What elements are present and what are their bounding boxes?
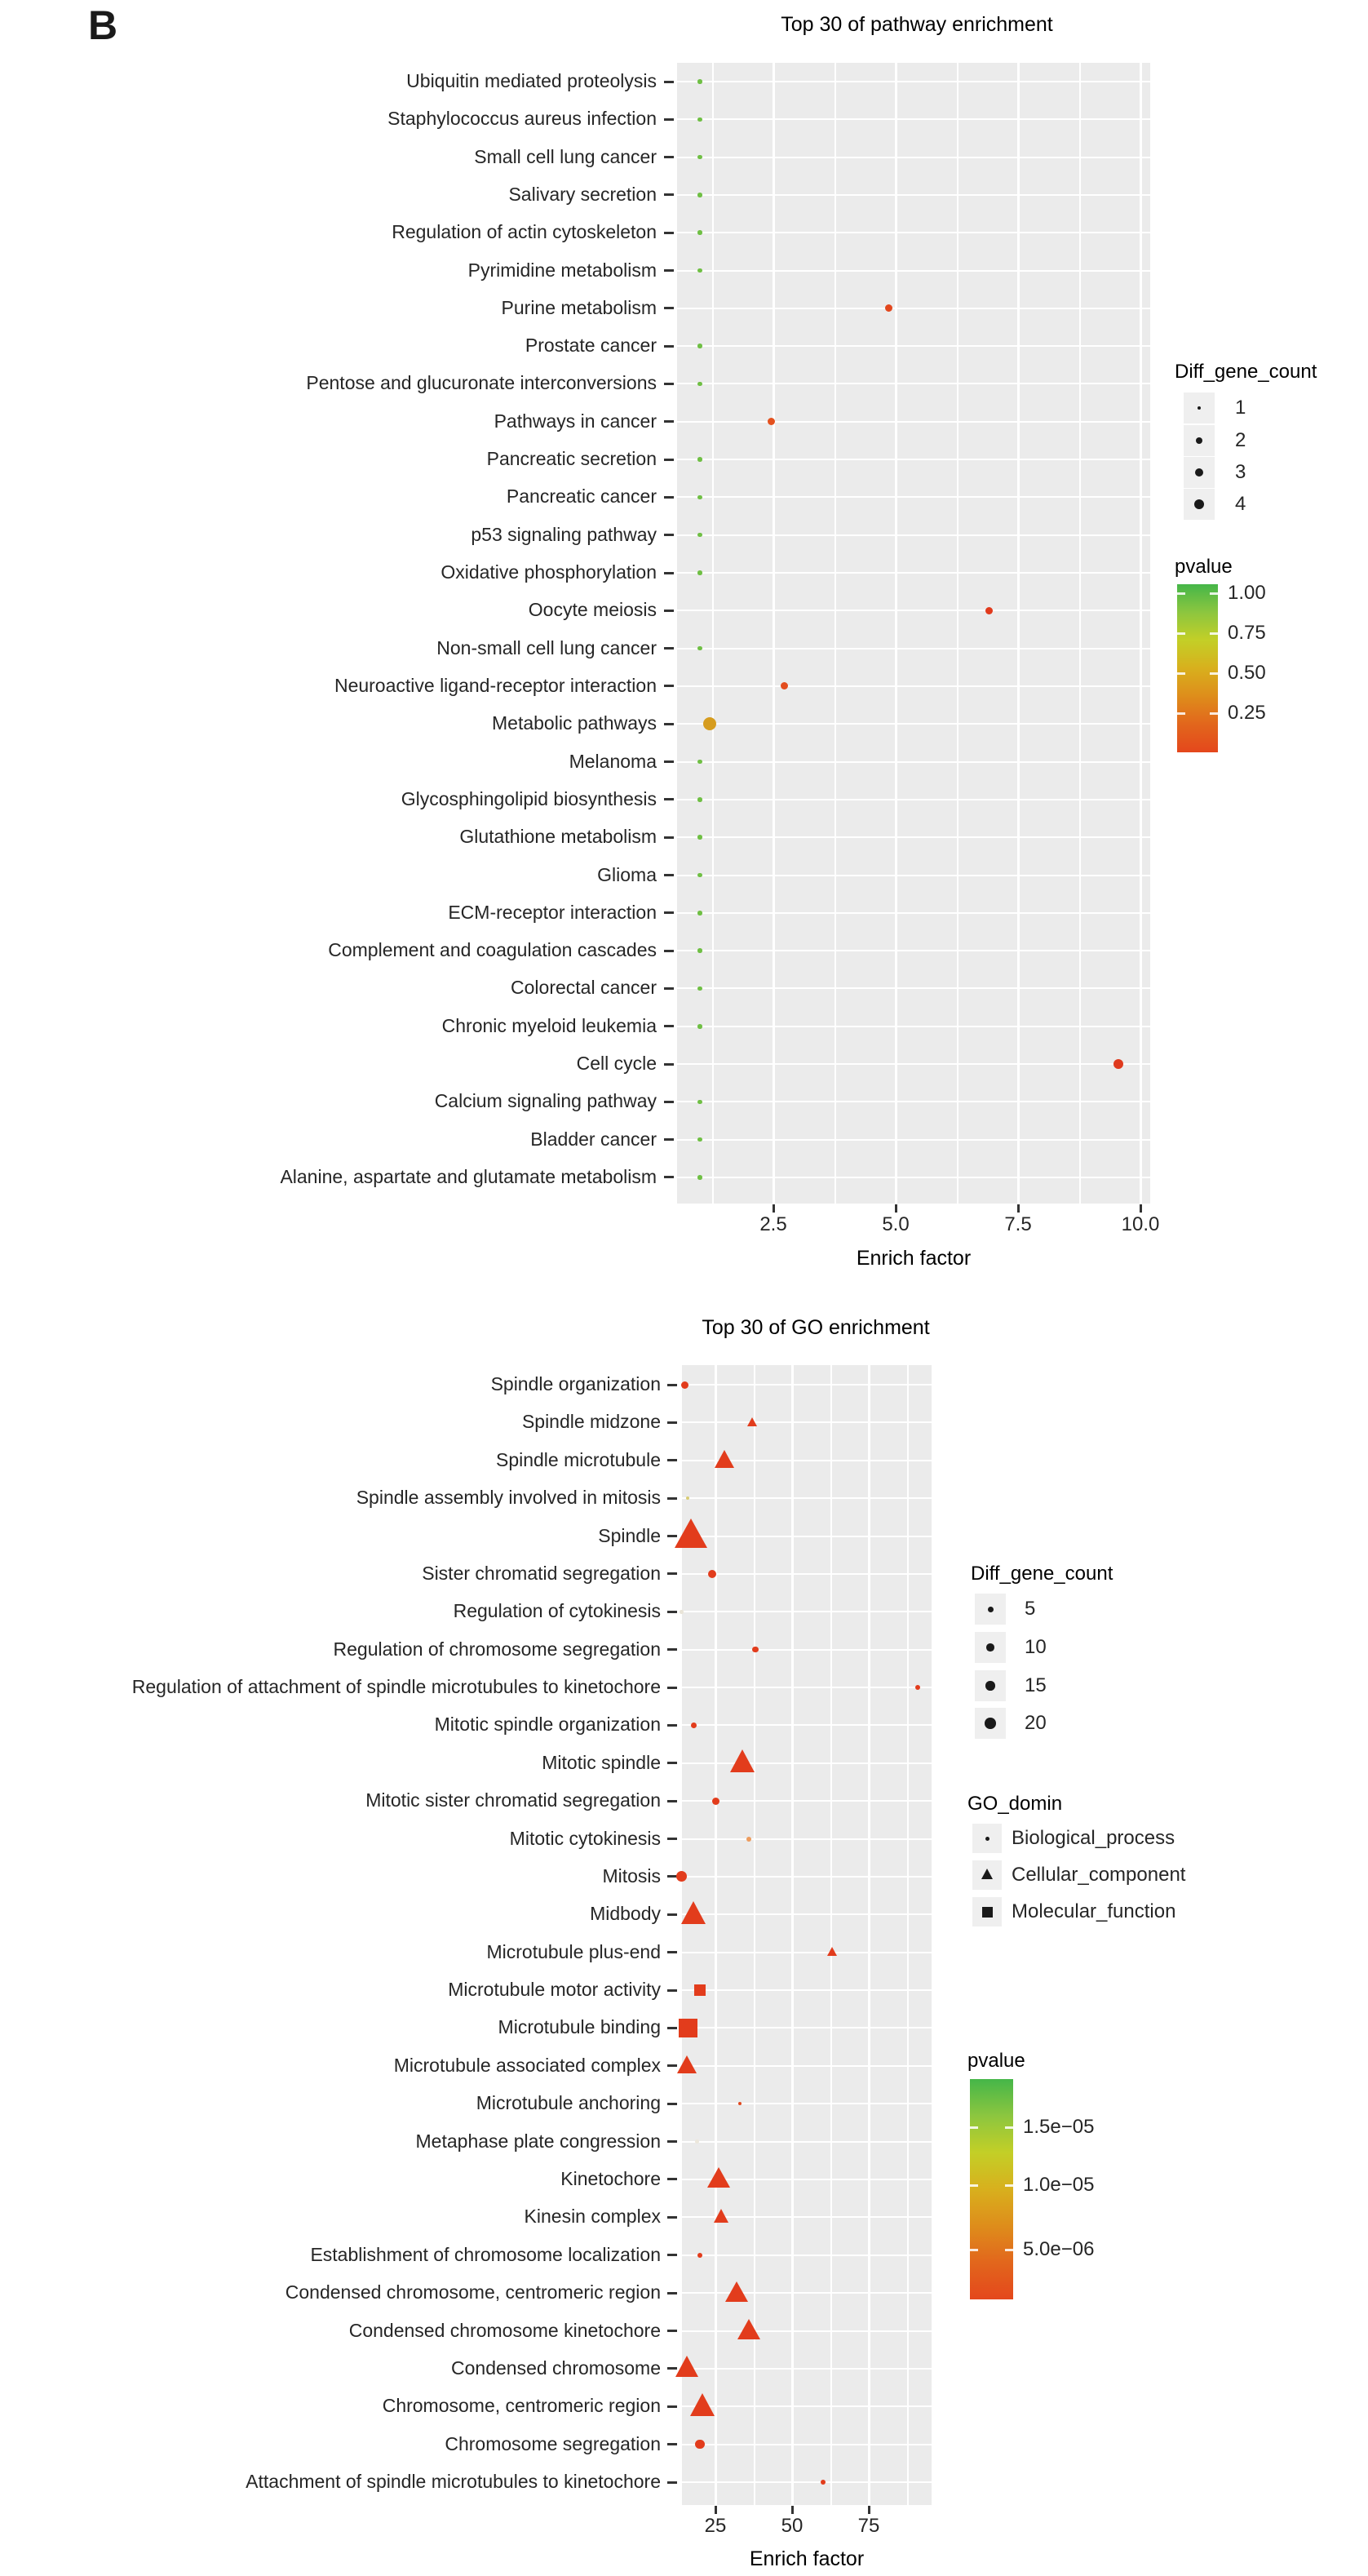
y-axis-tick — [667, 2292, 677, 2294]
data-point-marker — [695, 2139, 699, 2144]
chart-title: Top 30 of GO enrichment — [702, 1316, 930, 1339]
y-axis-label: Pancreatic secretion — [486, 448, 657, 470]
y-axis-label: Regulation of cytokinesis — [453, 1600, 661, 1622]
y-axis-label: Microtubule anchoring — [476, 2092, 661, 2114]
row-gridline — [677, 232, 1150, 233]
y-axis-label: Midbody — [590, 1903, 661, 1925]
y-axis-label: Microtubule plus-end — [486, 1940, 661, 1962]
data-point-marker — [821, 2480, 826, 2485]
y-axis-label: Mitotic sister chromatid segregation — [365, 1789, 661, 1811]
row-gridline — [682, 1384, 932, 1386]
data-point-marker — [737, 2319, 760, 2339]
minor-gridline — [712, 63, 714, 1204]
y-axis-tick — [667, 1913, 677, 1916]
row-gridline — [682, 1687, 932, 1688]
data-point-marker — [707, 2167, 730, 2188]
y-axis-tick — [664, 760, 674, 763]
y-axis-label: Pathways in cancer — [494, 410, 657, 432]
data-point-marker — [697, 873, 702, 878]
y-axis-tick — [667, 1648, 677, 1651]
y-axis-tick — [667, 1762, 677, 1764]
colorbar-tick — [1005, 2184, 1013, 2187]
y-axis-label: Bladder cancer — [530, 1128, 657, 1150]
x-tick-label: 10.0 — [1121, 1213, 1160, 1235]
data-point-marker — [725, 2281, 748, 2302]
y-axis-tick — [664, 950, 674, 952]
row-gridline — [677, 345, 1150, 347]
row-gridline — [682, 1611, 932, 1612]
y-axis-label: Spindle microtubule — [495, 1448, 661, 1470]
row-gridline — [677, 912, 1150, 914]
major-gridline — [895, 63, 897, 1204]
row-gridline — [682, 1573, 932, 1575]
row-gridline — [677, 1177, 1150, 1178]
y-axis-label: Mitotic spindle organization — [434, 1714, 661, 1736]
y-axis-tick — [664, 874, 674, 876]
y-axis-label: Oocyte meiosis — [528, 599, 657, 621]
y-axis-label: Chronic myeloid leukemia — [441, 1014, 657, 1036]
y-axis-tick — [667, 2254, 677, 2256]
data-point-marker — [697, 2253, 702, 2258]
y-axis-label: p53 signaling pathway — [471, 523, 657, 545]
y-axis-label: Pancreatic cancer — [506, 485, 657, 508]
y-axis-label: Microtubule associated complex — [393, 2054, 661, 2076]
row-gridline — [682, 2103, 932, 2104]
colorbar-tick — [970, 2184, 978, 2187]
major-gridline — [1017, 63, 1020, 1204]
y-axis-label: Glioma — [597, 863, 657, 885]
colorbar-tick-label: 1.0e−05 — [1023, 2174, 1095, 2196]
size-legend-label: 3 — [1235, 461, 1246, 483]
row-gridline — [677, 723, 1150, 725]
x-axis-tick — [773, 1204, 775, 1213]
data-point-marker — [679, 2019, 697, 2037]
colorbar-tick — [1005, 2126, 1013, 2129]
y-axis-tick — [667, 1421, 677, 1424]
size-legend-dot-icon — [986, 1643, 994, 1652]
row-gridline — [682, 2292, 932, 2294]
row-gridline — [682, 1497, 932, 1499]
y-axis-label: Glutathione metabolism — [459, 826, 657, 848]
data-point-marker — [697, 230, 702, 235]
y-axis-tick — [667, 2481, 677, 2484]
y-axis-label: Mitotic cytokinesis — [509, 1827, 661, 1849]
size-legend-dot-icon — [1194, 499, 1204, 509]
size-legend-label: 1 — [1235, 397, 1246, 419]
y-axis-label: Kinesin complex — [524, 2206, 661, 2228]
y-axis-tick — [667, 2064, 677, 2067]
pvalue-legend-title: pvalue — [967, 2050, 1025, 2072]
y-axis-tick — [667, 1724, 677, 1727]
y-axis-tick — [664, 193, 674, 196]
colorbar-tick — [1177, 672, 1185, 675]
data-point-marker — [694, 1984, 706, 1996]
row-gridline — [677, 534, 1150, 536]
colorbar-tick — [1210, 672, 1218, 675]
y-axis-tick — [664, 345, 674, 348]
y-axis-label: Glycosphingolipid biosynthesis — [401, 787, 657, 809]
y-axis-label: Spindle midzone — [521, 1411, 661, 1433]
colorbar-tick — [1177, 592, 1185, 595]
shape-legend-square-icon — [982, 1907, 993, 1918]
shape-legend-label: Cellular_component — [1012, 1864, 1186, 1886]
size-legend-label: 2 — [1235, 429, 1246, 451]
y-axis-label: Regulation of attachment of spindle microtubules to kinetochore — [131, 1676, 661, 1698]
y-axis-tick — [667, 1611, 677, 1613]
y-axis-tick — [664, 572, 674, 574]
colorbar-tick — [1210, 632, 1218, 635]
data-point-marker — [697, 117, 702, 122]
minor-gridline — [957, 63, 958, 1204]
row-gridline — [677, 157, 1150, 158]
row-gridline — [682, 2065, 932, 2067]
x-tick-label: 7.5 — [1004, 1213, 1032, 1235]
row-gridline — [682, 1649, 932, 1651]
row-gridline — [677, 875, 1150, 876]
row-gridline — [682, 2255, 932, 2256]
y-axis-label: Purine metabolism — [501, 296, 657, 318]
data-point-marker — [730, 1749, 755, 1772]
y-axis-label: Spindle assembly involved in mitosis — [356, 1487, 661, 1509]
y-axis-tick — [664, 383, 674, 385]
colorbar-tick-label: 0.50 — [1228, 662, 1266, 684]
x-axis-title: Enrich factor — [856, 1247, 972, 1270]
chart-title: Top 30 of pathway enrichment — [781, 13, 1053, 36]
y-axis-tick — [667, 2178, 677, 2180]
y-axis-label: Chromosome segregation — [445, 2432, 661, 2454]
colorbar-tick — [1177, 632, 1185, 635]
data-point-marker — [697, 911, 702, 916]
colorbar-tick-label: 0.75 — [1228, 622, 1266, 644]
row-gridline — [682, 1724, 932, 1726]
size-legend-dot-icon — [985, 1718, 996, 1729]
y-axis-label: Colorectal cancer — [511, 977, 657, 999]
y-axis-tick — [667, 2405, 677, 2408]
row-gridline — [677, 270, 1150, 272]
data-point-marker — [715, 1450, 734, 1468]
data-point-marker — [675, 2356, 698, 2377]
x-axis-tick — [1017, 1204, 1020, 1213]
data-point-marker — [690, 2393, 715, 2416]
y-axis-label: Complement and coagulation cascades — [328, 939, 657, 961]
y-axis-tick — [664, 911, 674, 914]
row-gridline — [677, 572, 1150, 574]
data-point-marker — [697, 1100, 702, 1105]
minor-gridline — [835, 63, 836, 1204]
row-gridline — [677, 987, 1150, 989]
y-axis-label: Oxidative phosphorylation — [441, 561, 657, 583]
data-point-marker — [697, 382, 702, 387]
data-point-marker — [747, 1417, 757, 1426]
y-axis-tick — [664, 836, 674, 839]
colorbar-tick-label: 5.0e−06 — [1023, 2238, 1095, 2260]
plot-panel — [677, 63, 1150, 1204]
shape-legend-triangle-icon — [981, 1869, 993, 1879]
size-legend-title: Diff_gene_count — [971, 1563, 1113, 1585]
y-axis-label: Staphylococcus aureus infection — [387, 108, 657, 130]
y-axis-tick — [667, 1384, 677, 1386]
y-axis-label: Non-small cell lung cancer — [436, 636, 657, 658]
shape-legend-label: Molecular_function — [1012, 1900, 1176, 1922]
y-axis-tick — [664, 610, 674, 612]
data-point-marker — [697, 1024, 702, 1029]
y-axis-tick — [667, 2216, 677, 2219]
data-point-marker — [714, 2209, 728, 2223]
colorbar-tick — [1210, 712, 1218, 715]
x-tick-label: 2.5 — [759, 1213, 787, 1235]
row-gridline — [682, 1838, 932, 1840]
colorbar-tick-label: 0.25 — [1228, 702, 1266, 724]
data-point-marker — [697, 797, 702, 802]
row-gridline — [682, 2141, 932, 2143]
data-point-marker — [697, 948, 702, 953]
row-gridline — [682, 1952, 932, 1953]
row-gridline — [682, 1421, 932, 1423]
size-legend-dot-icon — [988, 1607, 994, 1612]
row-gridline — [677, 648, 1150, 650]
y-axis-tick — [664, 1138, 674, 1141]
row-gridline — [682, 1762, 932, 1764]
pvalue-colorbar — [970, 2079, 1013, 2299]
y-axis-label: Chromosome, centromeric region — [382, 2395, 661, 2417]
colorbar-tick — [970, 2249, 978, 2251]
y-axis-label: Microtubule binding — [498, 2016, 661, 2038]
y-axis-tick — [667, 2140, 677, 2143]
figure-panel-label: B — [88, 2, 118, 48]
y-axis-tick — [664, 118, 674, 121]
row-gridline — [677, 459, 1150, 460]
y-axis-label: Microtubule motor activity — [448, 1979, 661, 2001]
y-axis-label: Attachment of spindle microtubules to kinetochore — [246, 2471, 661, 2493]
data-point-marker — [680, 1610, 684, 1614]
row-gridline — [677, 685, 1150, 687]
shape-legend-circle-icon — [985, 1837, 989, 1841]
y-axis-tick — [667, 1687, 677, 1689]
y-axis-tick — [667, 1572, 677, 1575]
colorbar-tick — [1210, 592, 1218, 595]
y-axis-tick — [664, 269, 674, 272]
pvalue-colorbar — [1177, 584, 1218, 752]
data-point-marker — [675, 1519, 707, 1548]
y-axis-label: Condensed chromosome — [451, 2357, 661, 2379]
y-axis-tick — [667, 2330, 677, 2332]
size-legend-dot-icon — [985, 1681, 995, 1691]
y-axis-label: Melanoma — [569, 750, 657, 772]
y-axis-label: Kinetochore — [560, 2167, 661, 2189]
y-axis-tick — [664, 1063, 674, 1066]
row-gridline — [677, 799, 1150, 800]
data-point-marker — [827, 1947, 837, 1956]
y-axis-label: Regulation of chromosome segregation — [333, 1638, 661, 1660]
data-point-marker — [697, 79, 702, 84]
row-gridline — [682, 2330, 932, 2332]
colorbar-tick — [1177, 712, 1185, 715]
size-legend-label: 10 — [1025, 1636, 1047, 1658]
data-point-marker — [768, 418, 775, 425]
row-gridline — [682, 1913, 932, 1915]
y-axis-label: Metabolic pathways — [492, 712, 657, 734]
data-point-marker — [712, 1798, 719, 1805]
y-axis-tick — [664, 420, 674, 423]
y-axis-label: Cell cycle — [576, 1053, 657, 1075]
y-axis-label: Mitosis — [602, 1864, 661, 1887]
data-point-marker — [697, 495, 702, 500]
data-point-marker — [697, 987, 702, 991]
y-axis-label: Salivary secretion — [508, 183, 657, 205]
x-tick-label: 50 — [781, 2515, 804, 2537]
y-axis-tick — [667, 1838, 677, 1840]
x-axis-title: Enrich factor — [749, 2547, 865, 2570]
plot-panel — [682, 1365, 932, 2505]
size-legend-title: Diff_gene_count — [1175, 361, 1317, 383]
data-point-marker — [697, 268, 702, 273]
y-axis-label: Small cell lung cancer — [474, 145, 657, 167]
colorbar-tick-label: 1.00 — [1228, 582, 1266, 604]
y-axis-label: Calcium signaling pathway — [434, 1090, 657, 1112]
y-axis-tick — [664, 496, 674, 499]
pvalue-legend-title: pvalue — [1175, 556, 1233, 578]
y-axis-label: Regulation of actin cytoskeleton — [392, 221, 657, 243]
y-axis-label: Sister chromatid segregation — [422, 1562, 661, 1584]
colorbar-tick-label: 1.5e−05 — [1023, 2116, 1095, 2138]
y-axis-tick — [664, 723, 674, 725]
row-gridline — [682, 2444, 932, 2445]
y-axis-label: Neuroactive ligand-receptor interaction — [334, 674, 657, 696]
y-axis-label: Metaphase plate congression — [415, 2130, 661, 2152]
y-axis-tick — [667, 1497, 677, 1500]
y-axis-label: Ubiquitin mediated proteolysis — [406, 70, 657, 91]
y-axis-tick — [664, 232, 674, 234]
y-axis-label: Alanine, aspartate and glutamate metabolism — [280, 1165, 657, 1187]
minor-gridline — [1079, 63, 1081, 1204]
major-gridline — [773, 63, 775, 1204]
size-legend-label: 15 — [1025, 1674, 1047, 1696]
size-legend-label: 20 — [1025, 1712, 1047, 1734]
y-axis-tick — [664, 798, 674, 800]
size-legend-label: 4 — [1235, 493, 1246, 515]
row-gridline — [682, 2368, 932, 2370]
row-gridline — [682, 1536, 932, 1537]
y-axis-tick — [664, 307, 674, 309]
y-axis-tick — [664, 1176, 674, 1178]
y-axis-tick — [664, 987, 674, 990]
y-axis-label: Prostate cancer — [525, 335, 657, 357]
data-point-marker — [697, 760, 702, 765]
data-point-marker — [677, 2055, 697, 2073]
x-tick-label: 25 — [704, 2515, 727, 2537]
x-axis-tick — [895, 1204, 897, 1213]
y-axis-tick — [664, 459, 674, 461]
y-axis-tick — [664, 1025, 674, 1027]
row-gridline — [682, 2027, 932, 2028]
y-axis-tick — [667, 1951, 677, 1953]
row-gridline — [677, 308, 1150, 309]
y-axis-label: Condensed chromosome, centromeric region — [285, 2281, 661, 2303]
y-axis-tick — [664, 685, 674, 687]
shape-legend-label: Biological_process — [1012, 1827, 1175, 1849]
data-point-marker — [697, 193, 702, 197]
row-gridline — [677, 118, 1150, 120]
y-axis-label: Condensed chromosome kinetochore — [348, 2319, 661, 2341]
row-gridline — [677, 1063, 1150, 1065]
data-point-marker — [681, 1381, 688, 1389]
x-axis-tick — [791, 2506, 794, 2514]
row-gridline — [682, 2405, 932, 2407]
row-gridline — [677, 836, 1150, 838]
shape-legend-title: GO_domin — [967, 1793, 1063, 1815]
colorbar-tick — [970, 2126, 978, 2129]
row-gridline — [677, 610, 1150, 611]
row-gridline — [682, 1876, 932, 1878]
y-axis-tick — [664, 156, 674, 158]
size-legend-label: 5 — [1025, 1598, 1036, 1620]
row-gridline — [677, 950, 1150, 951]
data-point-marker — [697, 155, 702, 160]
row-gridline — [677, 1026, 1150, 1027]
y-axis-tick — [667, 1989, 677, 1992]
row-gridline — [682, 2481, 932, 2483]
y-axis-tick — [664, 1101, 674, 1103]
row-gridline — [677, 761, 1150, 763]
data-point-marker — [697, 570, 702, 575]
row-gridline — [677, 421, 1150, 423]
size-legend-dot-icon — [1196, 437, 1202, 444]
x-axis-tick — [1140, 1204, 1142, 1213]
data-point-marker — [697, 1175, 702, 1180]
y-axis-tick — [667, 1459, 677, 1461]
x-axis-tick — [868, 2506, 870, 2514]
data-point-marker — [697, 457, 702, 462]
y-axis-label: Spindle — [598, 1524, 661, 1546]
x-axis-tick — [715, 2506, 717, 2514]
row-gridline — [677, 1101, 1150, 1102]
y-axis-label: Spindle organization — [490, 1373, 661, 1394]
y-axis-label: Pentose and glucuronate interconversions — [306, 372, 657, 394]
x-tick-label: 5.0 — [882, 1213, 910, 1235]
x-tick-label: 75 — [857, 2515, 880, 2537]
colorbar-tick — [1005, 2249, 1013, 2251]
data-point-marker — [885, 304, 892, 312]
y-axis-tick — [664, 534, 674, 536]
y-axis-tick — [667, 2443, 677, 2445]
row-gridline — [682, 1989, 932, 1991]
y-axis-label: Pyrimidine metabolism — [467, 259, 657, 281]
row-gridline — [677, 194, 1150, 196]
y-axis-tick — [667, 2103, 677, 2105]
data-point-marker — [697, 344, 702, 348]
data-point-marker — [985, 607, 993, 614]
y-axis-tick — [667, 2027, 677, 2029]
row-gridline — [677, 496, 1150, 498]
row-gridline — [682, 1800, 932, 1802]
row-gridline — [677, 81, 1150, 82]
size-legend-dot-icon — [1195, 468, 1203, 477]
y-axis-tick — [664, 647, 674, 650]
major-gridline — [1140, 63, 1142, 1204]
data-point-marker — [746, 1837, 751, 1842]
y-axis-tick — [667, 1800, 677, 1802]
data-point-marker — [697, 835, 702, 840]
y-axis-tick — [664, 81, 674, 83]
y-axis-label: Establishment of chromosome localization — [310, 2243, 661, 2265]
row-gridline — [677, 1139, 1150, 1141]
data-point-marker — [681, 1901, 706, 1924]
data-point-marker — [752, 1647, 759, 1653]
y-axis-label: Mitotic spindle — [542, 1751, 661, 1773]
row-gridline — [677, 383, 1150, 384]
y-axis-label: ECM-receptor interaction — [448, 901, 657, 923]
